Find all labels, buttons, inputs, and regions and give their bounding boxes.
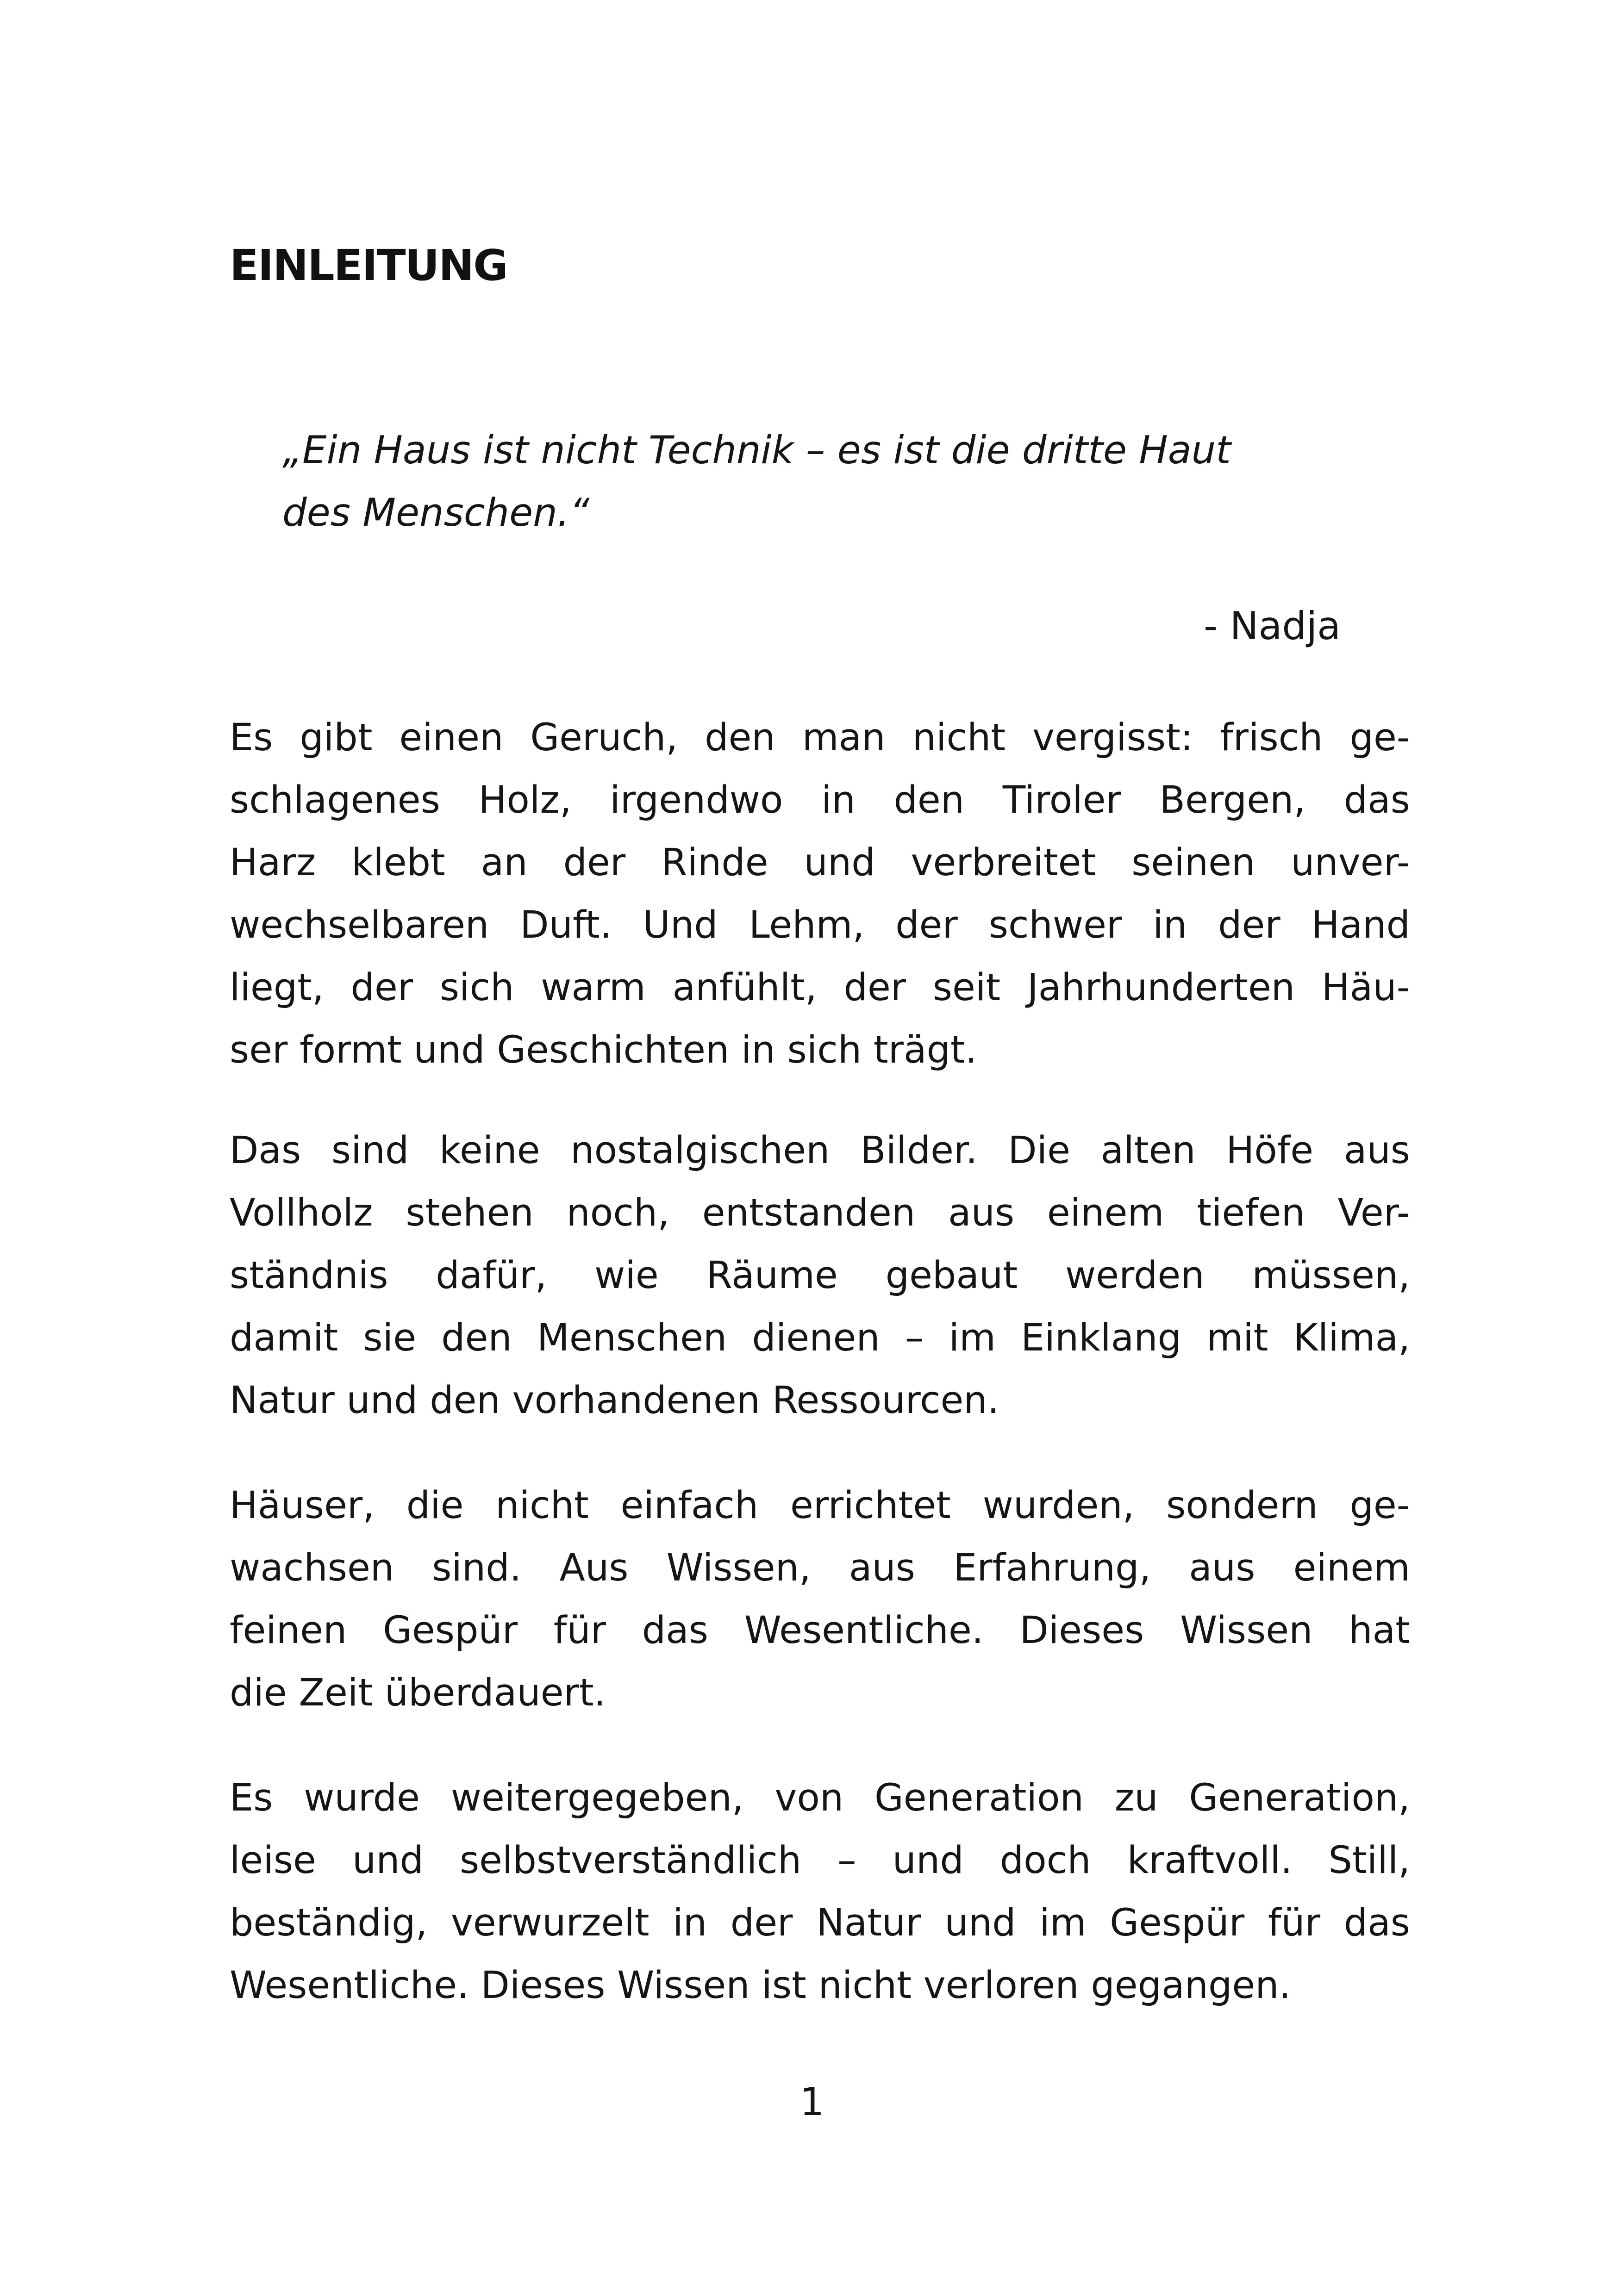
quote-attribution: - Nadja — [1204, 604, 1341, 648]
text-line: Es gibt einen Geruch, den man nicht vergisst: frisch ge- — [230, 716, 1410, 759]
text-line: Harz klebt an der Rinde und verbreitet seinen unver- — [230, 841, 1410, 884]
text-line: leise und selbstverständlich – und doch kraftvoll. Still, — [230, 1839, 1410, 1882]
text-line: liegt, der sich warm anfühlt, der seit Jahrhunderten Häu- — [230, 966, 1410, 1009]
text-line: Es wurde weitergegeben, von Generation zu Generation, — [230, 1776, 1410, 1820]
text-line: wechselbaren Duft. Und Lehm, der schwer in der Hand — [230, 903, 1410, 947]
page-heading: EINLEITUNG — [230, 241, 507, 290]
text-line: feinen Gespür für das Wesentliche. Dieses Wissen hat — [230, 1609, 1410, 1652]
body-paragraph — [230, 1475, 1410, 1724]
text-line: Vollholz stehen noch, entstanden aus einem tiefen Ver- — [230, 1191, 1410, 1235]
quote-line: des Menschen.“ — [282, 490, 590, 535]
epigraph-quote — [282, 419, 1393, 544]
text-line: Das sind keine nostalgischen Bilder. Die alten Höfe aus — [230, 1129, 1410, 1172]
body-paragraph — [230, 707, 1410, 1082]
text-line: Natur und den vorhandenen Ressourcen. — [230, 1379, 999, 1422]
page-number: 1 — [800, 2079, 824, 2124]
text-line: schlagenes Holz, irgendwo in den Tiroler Bergen, das — [230, 778, 1410, 822]
text-line: damit sie den Menschen dienen – im Einklang mit Klima, — [230, 1316, 1410, 1360]
text-line: beständig, verwurzelt in der Natur und im Gespür für das — [230, 1901, 1410, 1945]
text-line: Häuser, die nicht einfach errichtet wurden, sondern ge- — [230, 1484, 1410, 1527]
body-paragraph — [230, 1120, 1410, 1432]
text-line: die Zeit überdauert. — [230, 1671, 606, 1715]
text-line: Wesentliche. Dieses Wissen ist nicht verloren gegangen. — [230, 1964, 1291, 2007]
text-line: ständnis dafür, wie Räume gebaut werden müssen, — [230, 1254, 1410, 1297]
text-line: wachsen sind. Aus Wissen, aus Erfahrung, aus einem — [230, 1546, 1410, 1590]
body-paragraph — [230, 1767, 1410, 2017]
quote-line: „Ein Haus ist nicht Technik – es ist die dritte Haut — [282, 428, 1231, 473]
text-line: ser formt und Geschichten in sich trägt. — [230, 1028, 977, 1072]
